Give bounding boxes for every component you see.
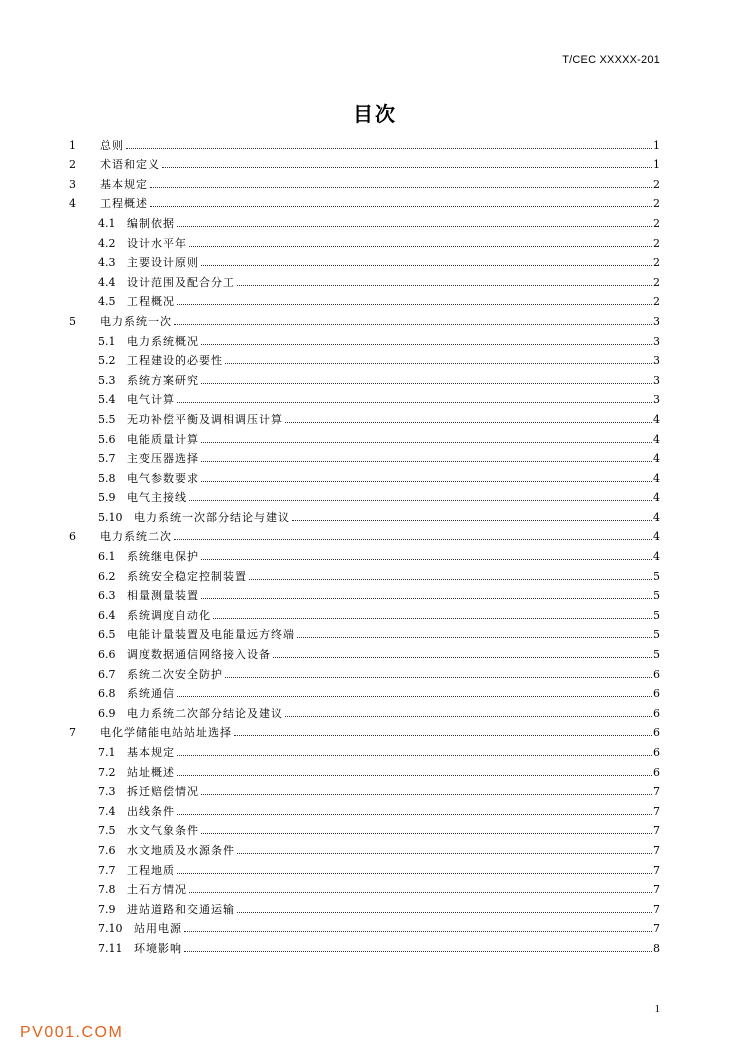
toc-leader-dots bbox=[201, 559, 652, 560]
toc-entry[interactable] bbox=[69, 543, 660, 563]
toc-entry-number: 7.4 bbox=[98, 804, 116, 818]
toc-entry-number: 6.2 bbox=[98, 569, 116, 583]
toc-entry[interactable] bbox=[69, 132, 660, 152]
toc-entry-number: 5 bbox=[69, 314, 76, 328]
toc-entry-number: 7.7 bbox=[98, 863, 116, 877]
toc-entry-number: 4.4 bbox=[98, 275, 116, 289]
toc-entry-number: 5.2 bbox=[98, 354, 116, 368]
toc-entry[interactable] bbox=[69, 563, 660, 583]
toc-entry-label: 调度数据通信网络接入设备 bbox=[127, 648, 271, 662]
toc-entry-number: 4 bbox=[69, 197, 76, 211]
toc-entry-label: 水文气象条件 bbox=[127, 824, 199, 838]
toc-entry-number: 4.2 bbox=[98, 236, 116, 250]
toc-entry-page: 6 bbox=[653, 667, 660, 681]
toc-entry-label: 电化学储能电站站址选择 bbox=[100, 726, 232, 740]
toc-entry-page: 4 bbox=[653, 491, 660, 505]
toc-entry-label: 电气参数要求 bbox=[127, 471, 199, 485]
toc-leader-dots bbox=[177, 755, 652, 756]
toc-entry-page: 5 bbox=[653, 608, 660, 622]
toc-entry-label: 工程概述 bbox=[100, 197, 148, 211]
watermark: PV001.COM bbox=[20, 1024, 124, 1041]
toc-leader-dots bbox=[237, 912, 652, 913]
toc-leader-dots bbox=[126, 148, 652, 149]
toc-entry-label: 主要设计原则 bbox=[127, 256, 199, 270]
toc-entry[interactable] bbox=[69, 171, 660, 191]
toc-entry-page: 5 bbox=[653, 628, 660, 642]
toc-entry-page: 4 bbox=[653, 452, 660, 466]
toc-entry-number: 7.11 bbox=[98, 941, 123, 955]
toc-entry-label: 环境影响 bbox=[134, 941, 182, 955]
toc-entry-page: 7 bbox=[653, 843, 660, 857]
toc-leader-dots bbox=[201, 461, 652, 462]
toc-entry[interactable] bbox=[69, 583, 660, 603]
toc-entry[interactable] bbox=[69, 210, 660, 230]
toc-leader-dots bbox=[177, 696, 652, 697]
toc-entry-page: 7 bbox=[653, 824, 660, 838]
toc-entry-label: 电力系统一次部分结论与建议 bbox=[134, 510, 290, 524]
toc-entry[interactable] bbox=[69, 465, 660, 485]
toc-entry-page: 6 bbox=[653, 687, 660, 701]
toc-leader-dots bbox=[150, 206, 652, 207]
toc-entry-number: 7.1 bbox=[98, 746, 116, 759]
toc-entry-number: 6.5 bbox=[98, 628, 116, 642]
toc-entry-page: 2 bbox=[653, 197, 660, 211]
toc-entry[interactable] bbox=[69, 308, 660, 328]
toc-entry-number: 5.10 bbox=[98, 510, 123, 524]
toc-entry-page: 7 bbox=[653, 883, 660, 897]
toc-entry[interactable] bbox=[69, 602, 660, 622]
toc-entry-label: 基本规定 bbox=[100, 177, 148, 191]
toc-entry[interactable] bbox=[69, 191, 660, 211]
toc-entry-page: 2 bbox=[653, 275, 660, 289]
toc-entry[interactable] bbox=[69, 348, 660, 368]
toc-entry[interactable] bbox=[69, 426, 660, 446]
toc-entry-page: 4 bbox=[653, 412, 660, 426]
toc-entry-page: 2 bbox=[653, 216, 660, 230]
toc-entry-number: 7.6 bbox=[98, 843, 116, 857]
toc-entry-page: 5 bbox=[653, 648, 660, 662]
toc-entry-page: 4 bbox=[653, 510, 660, 524]
toc-entry-page: 5 bbox=[653, 589, 660, 603]
toc-entry-page: 6 bbox=[653, 726, 660, 740]
toc-entry-number: 6.7 bbox=[98, 667, 116, 681]
toc-entry-number: 6.4 bbox=[98, 608, 116, 622]
toc-entry-number: 4.5 bbox=[98, 295, 116, 309]
toc-entry-page: 6 bbox=[653, 746, 660, 759]
toc-entry-label: 出线条件 bbox=[127, 804, 175, 818]
toc-leader-dots bbox=[162, 167, 652, 168]
toc-leader-dots bbox=[177, 814, 652, 815]
toc-entry-page: 2 bbox=[653, 295, 660, 309]
toc-leader-dots bbox=[285, 716, 652, 717]
toc-entry[interactable] bbox=[69, 857, 660, 877]
toc-entry-label: 系统调度自动化 bbox=[127, 608, 211, 622]
toc-entry-number: 7.10 bbox=[98, 922, 123, 936]
toc-entry-page: 7 bbox=[653, 922, 660, 936]
toc-leader-dots bbox=[201, 265, 652, 266]
toc-entry-number: 5.5 bbox=[98, 412, 116, 426]
toc-entry-label: 系统安全稳定控制装置 bbox=[127, 569, 247, 583]
toc-entry[interactable] bbox=[69, 622, 660, 642]
toc-leader-dots bbox=[177, 775, 652, 776]
toc-entry[interactable] bbox=[69, 720, 660, 740]
toc-entry-number: 7.8 bbox=[98, 883, 116, 897]
toc-leader-dots bbox=[189, 892, 652, 893]
toc-entry-label: 电力系统一次 bbox=[100, 314, 172, 328]
toc-entry-number: 5.9 bbox=[98, 491, 116, 505]
toc-entry-label: 电气主接线 bbox=[127, 491, 187, 505]
toc-entry-number: 5.4 bbox=[98, 393, 116, 407]
toc-entry[interactable] bbox=[69, 916, 660, 936]
toc-entry-label: 编制依据 bbox=[127, 216, 175, 230]
toc-entry-label: 工程建设的必要性 bbox=[127, 354, 223, 368]
toc-entry-number: 5.8 bbox=[98, 471, 116, 485]
toc-leader-dots bbox=[184, 951, 652, 952]
toc-leader-dots bbox=[201, 442, 652, 443]
toc-entry-page: 7 bbox=[653, 902, 660, 916]
toc-leader-dots bbox=[201, 833, 652, 834]
toc-entry-number: 6 bbox=[69, 530, 76, 544]
toc-entry[interactable] bbox=[69, 524, 660, 544]
toc-entry-label: 系统方案研究 bbox=[127, 373, 199, 387]
toc-leader-dots bbox=[285, 422, 652, 423]
toc-leader-dots bbox=[201, 598, 652, 599]
toc-leader-dots bbox=[225, 677, 652, 678]
toc-entry[interactable] bbox=[69, 700, 660, 720]
toc-entry-label: 系统继电保护 bbox=[127, 550, 199, 564]
toc-leader-dots bbox=[177, 402, 652, 403]
toc-entry-page: 7 bbox=[653, 804, 660, 818]
toc-leader-dots bbox=[150, 187, 652, 188]
toc-entry-label: 站址概述 bbox=[127, 765, 175, 779]
toc-entry[interactable] bbox=[69, 250, 660, 270]
toc-entry-label: 电力系统二次 bbox=[100, 530, 172, 544]
toc-entry-label: 水文地质及水源条件 bbox=[127, 843, 235, 857]
toc-entry-number: 6.9 bbox=[98, 706, 116, 720]
toc-entry-label: 工程地质 bbox=[127, 863, 175, 877]
toc-entry[interactable] bbox=[69, 681, 660, 701]
toc-entry[interactable] bbox=[69, 661, 660, 681]
toc-entry[interactable] bbox=[69, 387, 660, 407]
toc-entry-number: 7 bbox=[69, 726, 76, 740]
toc-entry-page: 4 bbox=[653, 550, 660, 564]
toc-entry-label: 相量测量装置 bbox=[127, 589, 199, 603]
toc-entry-label: 电力系统二次部分结论及建议 bbox=[127, 706, 283, 720]
toc-entry-label: 拆迁赔偿情况 bbox=[127, 785, 199, 799]
toc-entry[interactable] bbox=[69, 935, 660, 955]
toc-entry-page: 5 bbox=[653, 569, 660, 583]
toc-entry-label: 电力系统概况 bbox=[127, 334, 199, 348]
toc-entry-label: 总则 bbox=[100, 138, 124, 152]
toc-entry[interactable] bbox=[69, 230, 660, 250]
toc-entry-label: 基本规定 bbox=[127, 746, 175, 759]
document-code: T/CEC XXXXX-201 bbox=[562, 54, 660, 66]
toc-entry-number: 7.9 bbox=[98, 902, 116, 916]
toc-entry-page: 3 bbox=[653, 373, 660, 387]
toc-entry-number: 7.3 bbox=[98, 785, 116, 799]
toc-entry-page: 6 bbox=[653, 765, 660, 779]
toc-entry-page: 1 bbox=[653, 138, 660, 152]
toc-entry-number: 4.3 bbox=[98, 256, 116, 270]
toc-leader-dots bbox=[249, 579, 652, 580]
toc-entry-number: 7.2 bbox=[98, 765, 116, 779]
toc-entry[interactable] bbox=[69, 367, 660, 387]
toc-entry[interactable] bbox=[69, 896, 660, 916]
toc-entry-label: 设计范围及配合分工 bbox=[127, 275, 235, 289]
toc-entry-label: 主变压器选择 bbox=[127, 452, 199, 466]
page-number: 1 bbox=[654, 1003, 660, 1015]
toc-entry-number: 2 bbox=[69, 158, 76, 172]
toc-entry-label: 系统二次安全防护 bbox=[127, 667, 223, 681]
toc-entry[interactable] bbox=[69, 798, 660, 818]
toc-leader-dots bbox=[237, 285, 652, 286]
toc-entry-number: 5.7 bbox=[98, 452, 116, 466]
toc-entry-page: 4 bbox=[653, 530, 660, 544]
toc-entry-number: 7.5 bbox=[98, 824, 116, 838]
toc-entry[interactable] bbox=[69, 406, 660, 426]
toc-entry-page: 4 bbox=[653, 471, 660, 485]
toc-entry[interactable] bbox=[69, 641, 660, 661]
toc-entry-label: 术语和定义 bbox=[100, 158, 160, 172]
toc-leader-dots bbox=[292, 520, 652, 521]
toc-entry-label: 电能质量计算 bbox=[127, 432, 199, 446]
table-of-contents bbox=[69, 132, 660, 955]
toc-entry-page: 3 bbox=[653, 314, 660, 328]
toc-leader-dots bbox=[273, 657, 652, 658]
toc-entry-page: 2 bbox=[653, 177, 660, 191]
toc-leader-dots bbox=[177, 304, 652, 305]
toc-leader-dots bbox=[237, 853, 652, 854]
toc-entry[interactable] bbox=[69, 152, 660, 172]
toc-leader-dots bbox=[201, 794, 652, 795]
toc-entry[interactable] bbox=[69, 818, 660, 838]
toc-leader-dots bbox=[189, 246, 652, 247]
toc-entry[interactable] bbox=[69, 837, 660, 857]
toc-entry-page: 6 bbox=[653, 706, 660, 720]
toc-entry[interactable] bbox=[69, 877, 660, 897]
toc-entry-number: 6.1 bbox=[98, 550, 116, 564]
toc-entry-label: 无功补偿平衡及调相调压计算 bbox=[127, 412, 283, 426]
toc-leader-dots bbox=[201, 481, 652, 482]
toc-entry-page: 2 bbox=[653, 236, 660, 250]
toc-entry-page: 2 bbox=[653, 256, 660, 270]
toc-entry-page: 8 bbox=[653, 941, 660, 955]
toc-leader-dots bbox=[201, 344, 652, 345]
toc-entry-number: 5.6 bbox=[98, 432, 116, 446]
toc-entry-number: 5.1 bbox=[98, 334, 116, 348]
toc-entry-label: 进站道路和交通运输 bbox=[127, 902, 235, 916]
toc-entry-label: 电气计算 bbox=[127, 393, 175, 407]
toc-entry[interactable] bbox=[69, 328, 660, 348]
toc-leader-dots bbox=[174, 539, 652, 540]
toc-leader-dots bbox=[189, 500, 652, 501]
toc-entry[interactable] bbox=[69, 289, 660, 309]
toc-entry[interactable] bbox=[69, 504, 660, 524]
toc-entry-label: 土石方情况 bbox=[127, 883, 187, 897]
toc-leader-dots bbox=[174, 324, 652, 325]
toc-leader-dots bbox=[177, 226, 652, 227]
toc-entry-label: 站用电源 bbox=[134, 922, 182, 936]
toc-leader-dots bbox=[213, 618, 652, 619]
toc-entry-page: 3 bbox=[653, 393, 660, 407]
toc-leader-dots bbox=[234, 735, 652, 736]
toc-entry-number: 4.1 bbox=[98, 216, 116, 230]
toc-entry[interactable] bbox=[69, 759, 660, 779]
toc-leader-dots bbox=[297, 637, 652, 638]
toc-entry-number: 3 bbox=[69, 177, 76, 191]
toc-entry-number: 6.6 bbox=[98, 648, 116, 662]
toc-leader-dots bbox=[177, 873, 652, 874]
toc-entry[interactable] bbox=[69, 739, 660, 759]
page-title: 目次 bbox=[353, 102, 397, 126]
toc-entry-page: 4 bbox=[653, 432, 660, 446]
toc-leader-dots bbox=[201, 383, 652, 384]
toc-entry-number: 6.3 bbox=[98, 589, 116, 603]
toc-entry[interactable] bbox=[69, 779, 660, 799]
toc-entry-page: 3 bbox=[653, 354, 660, 368]
toc-entry-number: 5.3 bbox=[98, 373, 116, 387]
toc-leader-dots bbox=[184, 931, 652, 932]
toc-entry-page: 1 bbox=[653, 158, 660, 172]
toc-entry-label: 系统通信 bbox=[127, 687, 175, 701]
toc-entry-label: 工程概况 bbox=[127, 295, 175, 309]
toc-entry-page: 7 bbox=[653, 785, 660, 799]
toc-entry-page: 7 bbox=[653, 863, 660, 877]
toc-entry-page: 3 bbox=[653, 334, 660, 348]
toc-entry-number: 6.8 bbox=[98, 687, 116, 701]
toc-entry-label: 设计水平年 bbox=[127, 236, 187, 250]
toc-entry-number: 1 bbox=[69, 138, 76, 152]
toc-entry[interactable] bbox=[69, 269, 660, 289]
toc-entry[interactable] bbox=[69, 485, 660, 505]
toc-entry[interactable] bbox=[69, 446, 660, 466]
toc-leader-dots bbox=[225, 363, 652, 364]
toc-entry-label: 电能计量装置及电能量远方终端 bbox=[127, 628, 295, 642]
